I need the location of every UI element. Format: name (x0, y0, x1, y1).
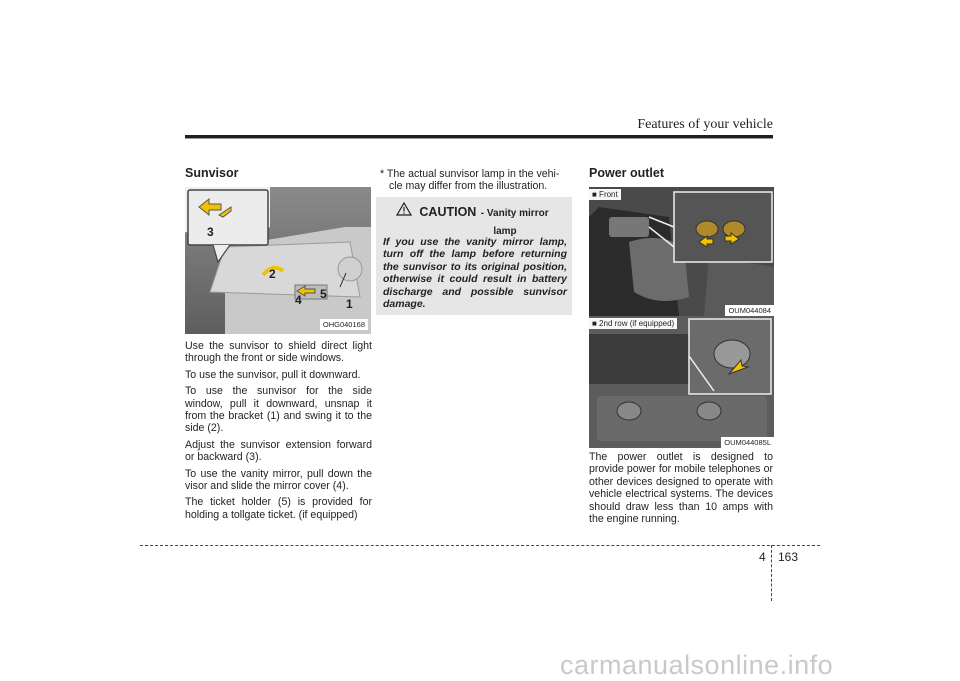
callout-5: 5 (320, 287, 327, 301)
front-console-illustration (589, 187, 774, 316)
paragraph: The ticket holder (5) is provided for holding a tollgate ticket. (if equipped) (185, 496, 372, 521)
caution-body: If you use the vanity mirror lamp, turn off the lamp before returning the sunvisor to its original position, otherwise it could result in battery discharge and possible sunvisor damage. (383, 236, 567, 311)
footer-rule (140, 545, 820, 546)
rear-console-illustration (589, 316, 774, 448)
front-label: ■ Front (589, 189, 621, 200)
watermark-text: carmanualsonline.info (560, 650, 834, 680)
paragraph: Adjust the sunvisor extension forward or backward (3). (185, 438, 372, 464)
sunvisor-heading: Sunvisor (185, 166, 239, 180)
figure-code: OUM044084 (725, 305, 774, 316)
callout-1: 1 (346, 297, 353, 311)
figure-code: OUM044085L (721, 437, 774, 448)
paragraph: To use the sunvisor for the side window, pull it downward, unsnap it from the bracket (1) and swing it to the side (2). (185, 385, 372, 435)
callout-2: 2 (269, 267, 276, 281)
power-outlet-heading: Power outlet (589, 166, 665, 180)
footer-divider (771, 545, 772, 601)
front-outlet-figure (589, 187, 774, 316)
paragraph: To use the sunvisor, pull it downward. (185, 368, 361, 381)
caution-title: CAUTION (419, 205, 477, 219)
page-number: 163 (778, 550, 799, 564)
header-rule-shadow (185, 138, 773, 139)
caution-subtitle-2: lamp (493, 226, 517, 237)
caution-subtitle: - Vanity mirror (480, 208, 549, 219)
sunvisor-illustration (185, 187, 371, 334)
callout-3: 3 (207, 225, 214, 239)
callout-4: 4 (295, 293, 302, 307)
note-line1: The actual sunvisor lamp in the vehi- (386, 168, 560, 180)
sunvisor-text (185, 340, 372, 525)
caution-heading (376, 203, 572, 239)
chapter-number: 4 (759, 550, 766, 564)
second-row-label: ■ 2nd row (if equipped) (589, 318, 677, 329)
sunvisor-figure (185, 187, 371, 334)
figure-code: OHG040168 (320, 319, 368, 330)
illustration-note (380, 168, 575, 193)
paragraph: Use the sunvisor to shield direct light through the front or side windows. (185, 340, 372, 365)
rear-outlet-figure (589, 316, 774, 448)
power-outlet-text: The power outlet is designed to provide power for mobile telephones or other devices designed to operate with vehicle electrical systems. The devices should draw less than 10 amps with the engine running. (589, 451, 773, 526)
caution-box (376, 197, 572, 315)
note-line2: cle may differ from the illustration. (389, 180, 548, 193)
running-header: Features of your vehicle (637, 117, 773, 132)
note-star: * (380, 168, 385, 180)
paragraph: To use the vanity mirror, pull down the visor and slide the mirror cover (4). (185, 467, 372, 493)
